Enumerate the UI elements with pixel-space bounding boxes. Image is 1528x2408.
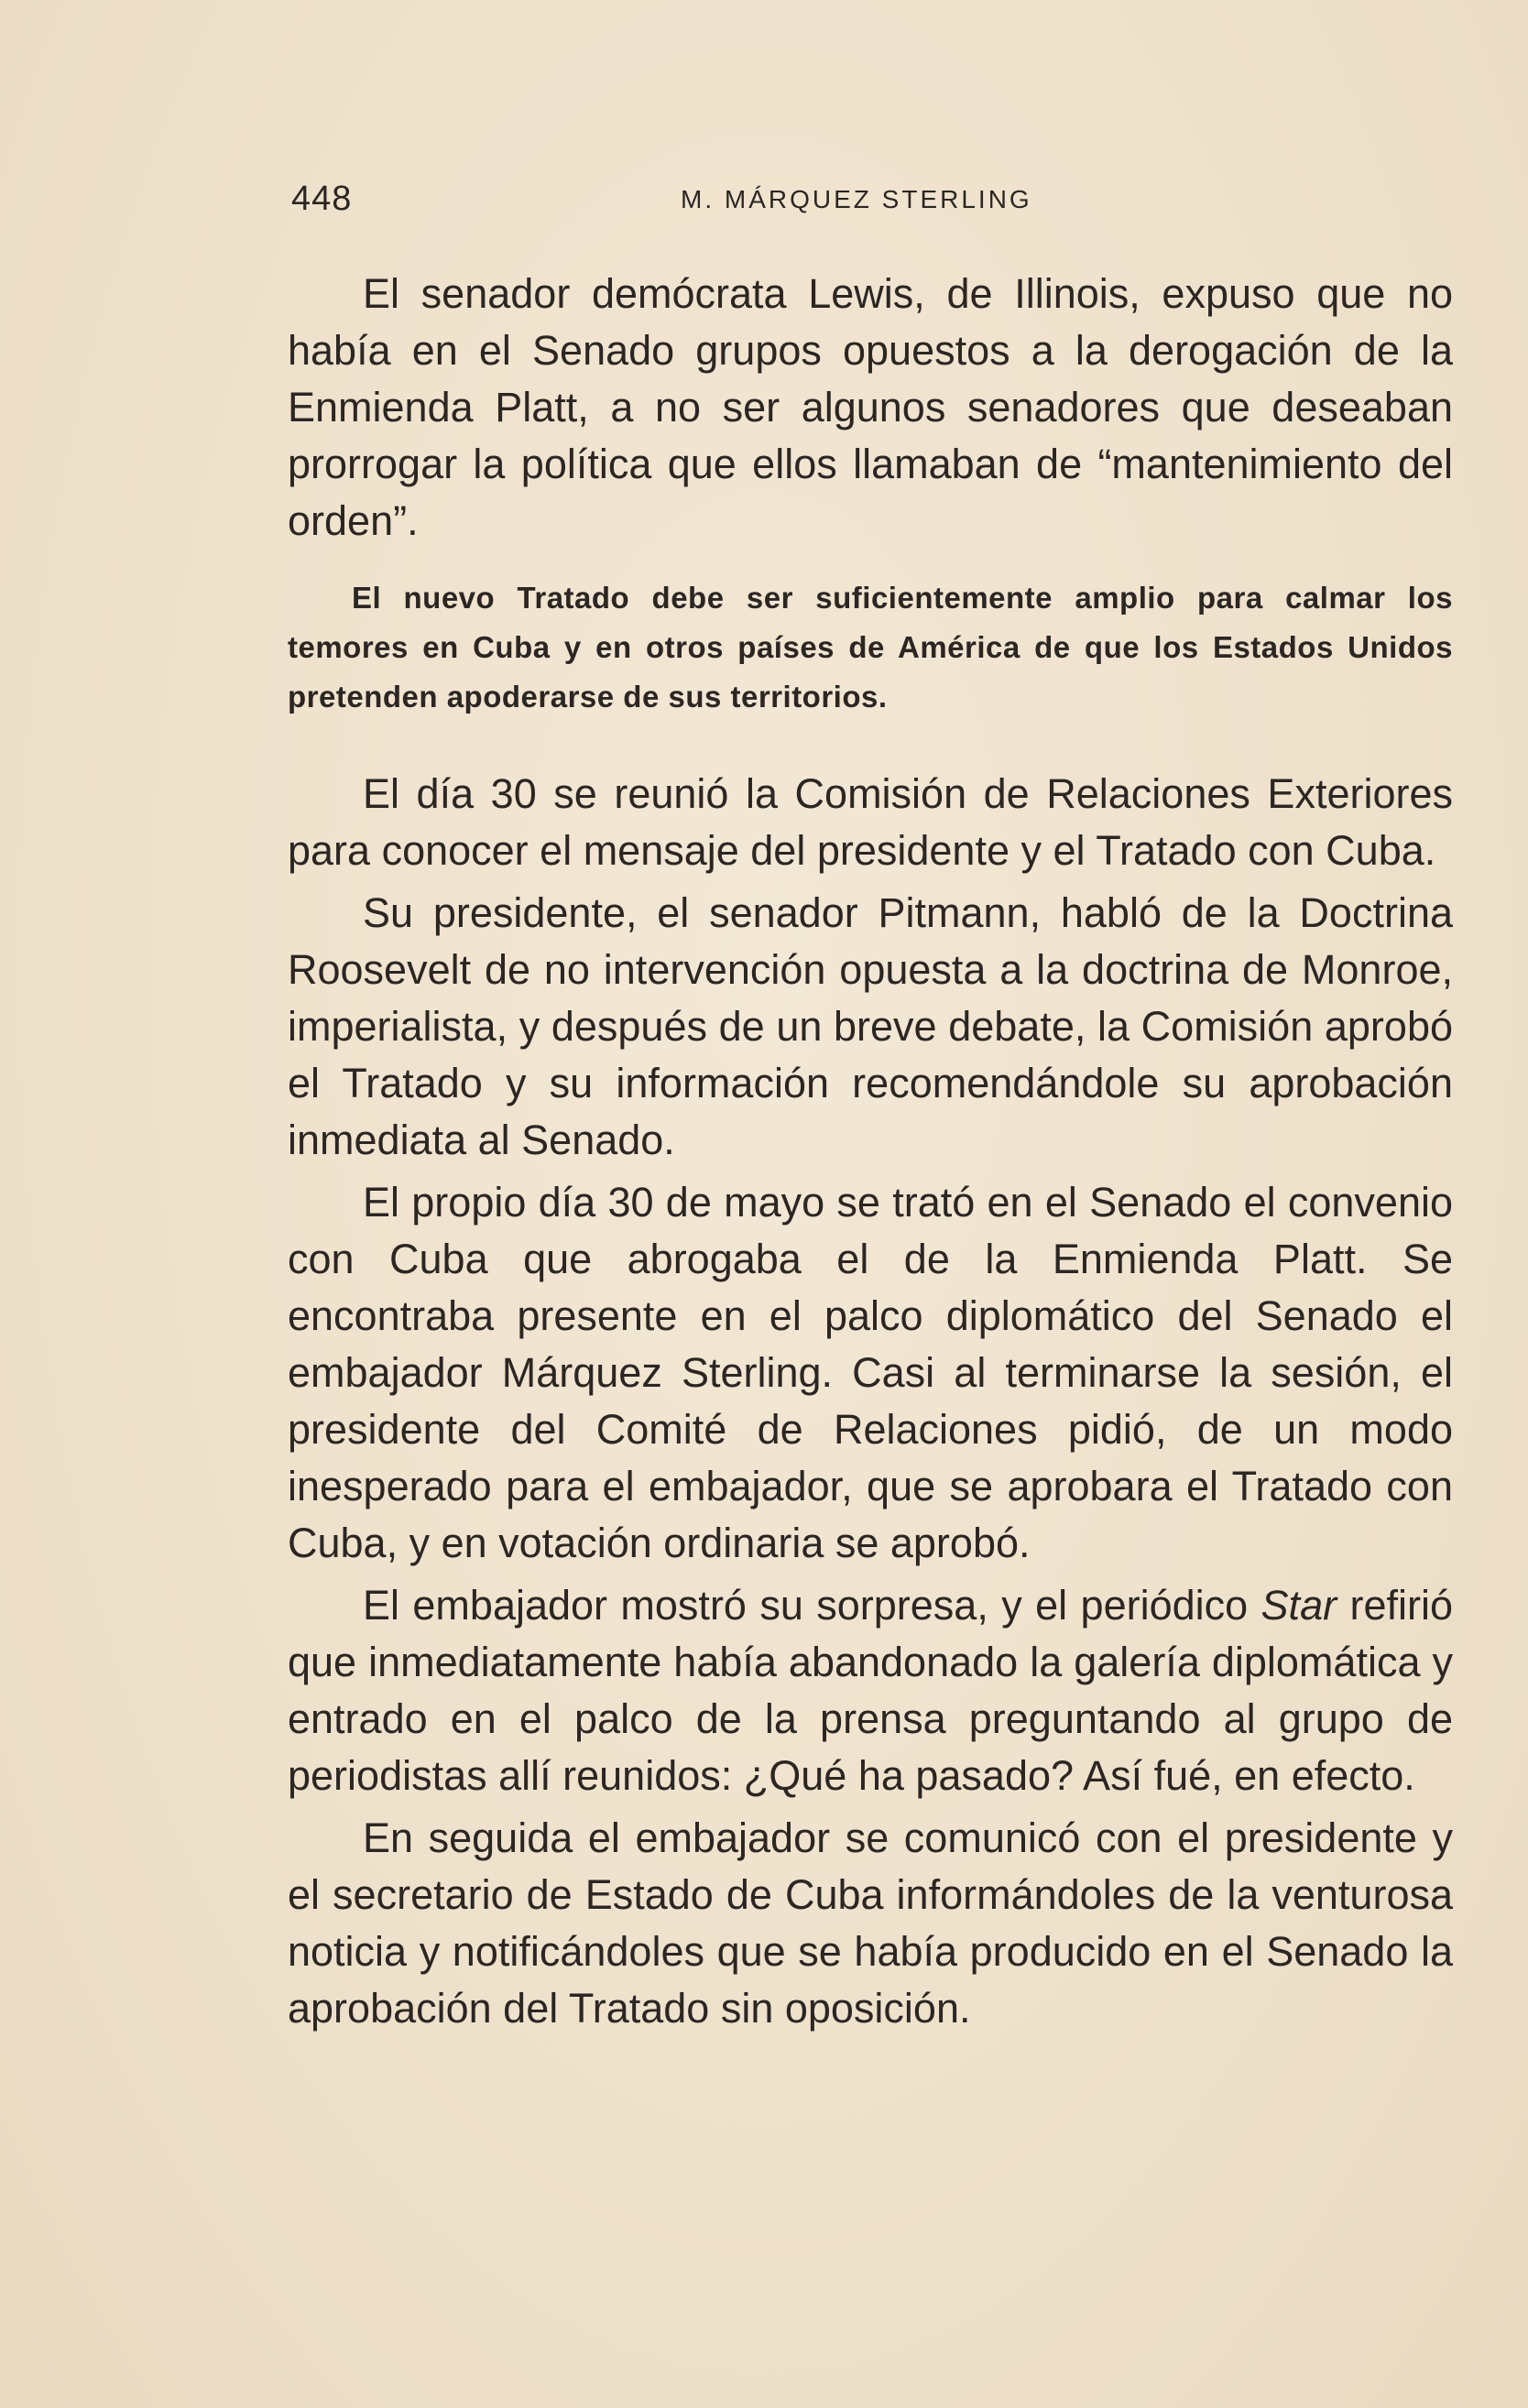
newspaper-name: Star	[1261, 1582, 1337, 1629]
paragraph-noticia: En seguida el embajador se comunicó con el presidente y el secretario de Estado de Cuba informándoles de la venturosa noticia y notificándoles que se había producido en el Senado la aprobación del Tratado sin oposición.	[288, 1814, 1453, 2032]
paragraph-star-start: El embajador mostró su sorpresa, y el periódico	[363, 1582, 1261, 1629]
page-number: 448	[291, 180, 353, 218]
paragraph-star	[288, 1577, 1453, 1804]
running-head: M. MÁRQUEZ STERLING	[681, 185, 1032, 213]
page-header	[291, 180, 1453, 225]
paragraph-star-end: refirió que inmediatamente había abandonado la galería diplomática y entrado en el palco de la prensa preguntando al grupo de periodistas allí reunidos: ¿Qué ha pasado? Así fué, en efecto.	[288, 1582, 1453, 1799]
body-text	[288, 266, 1453, 2037]
paragraph-comision: El día 30 se reunió la Comisión de Relaciones Exteriores para conocer el mensaje del presidente y el Tratado con Cuba.	[288, 770, 1453, 874]
paragraph-pitmann: Su presidente, el senador Pitmann, habló de la Doctrina Roosevelt de no intervención opuesta a la doctrina de Monroe, imperialista, y después de un breve debate, la Comisión aprobó el Tratado y su información recomendándole su aprobación inmediata al Senado.	[288, 889, 1453, 1163]
paragraph-senado: El propio día 30 de mayo se trató en el Senado el convenio con Cuba que abrogaba el de la Enmienda Platt. Se encontraba presente en el palco diplomático del Senado el embajador Márquez Sterling. Casi al terminarse la sesión, el presidente del Comité de Relaciones pidió, de un modo inesperado para el embajador, que se aprobara el Tratado con Cuba, y en votación ordinaria se aprobó.	[288, 1179, 1453, 1566]
paragraph-lewis: El senador demócrata Lewis, de Illinois, expuso que no había en el Senado grupos opuestos a la derogación de la Enmienda Platt, a no ser algunos senadores que deseaban prorrogar la política que ellos llamaban de “mantenimiento del orden”.	[288, 270, 1453, 544]
quoted-statement: El nuevo Tratado debe ser suficientemente amplio para calmar los temores en Cuba y en otros países de América de que los Estados Unidos pretenden apoderarse de sus territorios.	[288, 581, 1453, 714]
